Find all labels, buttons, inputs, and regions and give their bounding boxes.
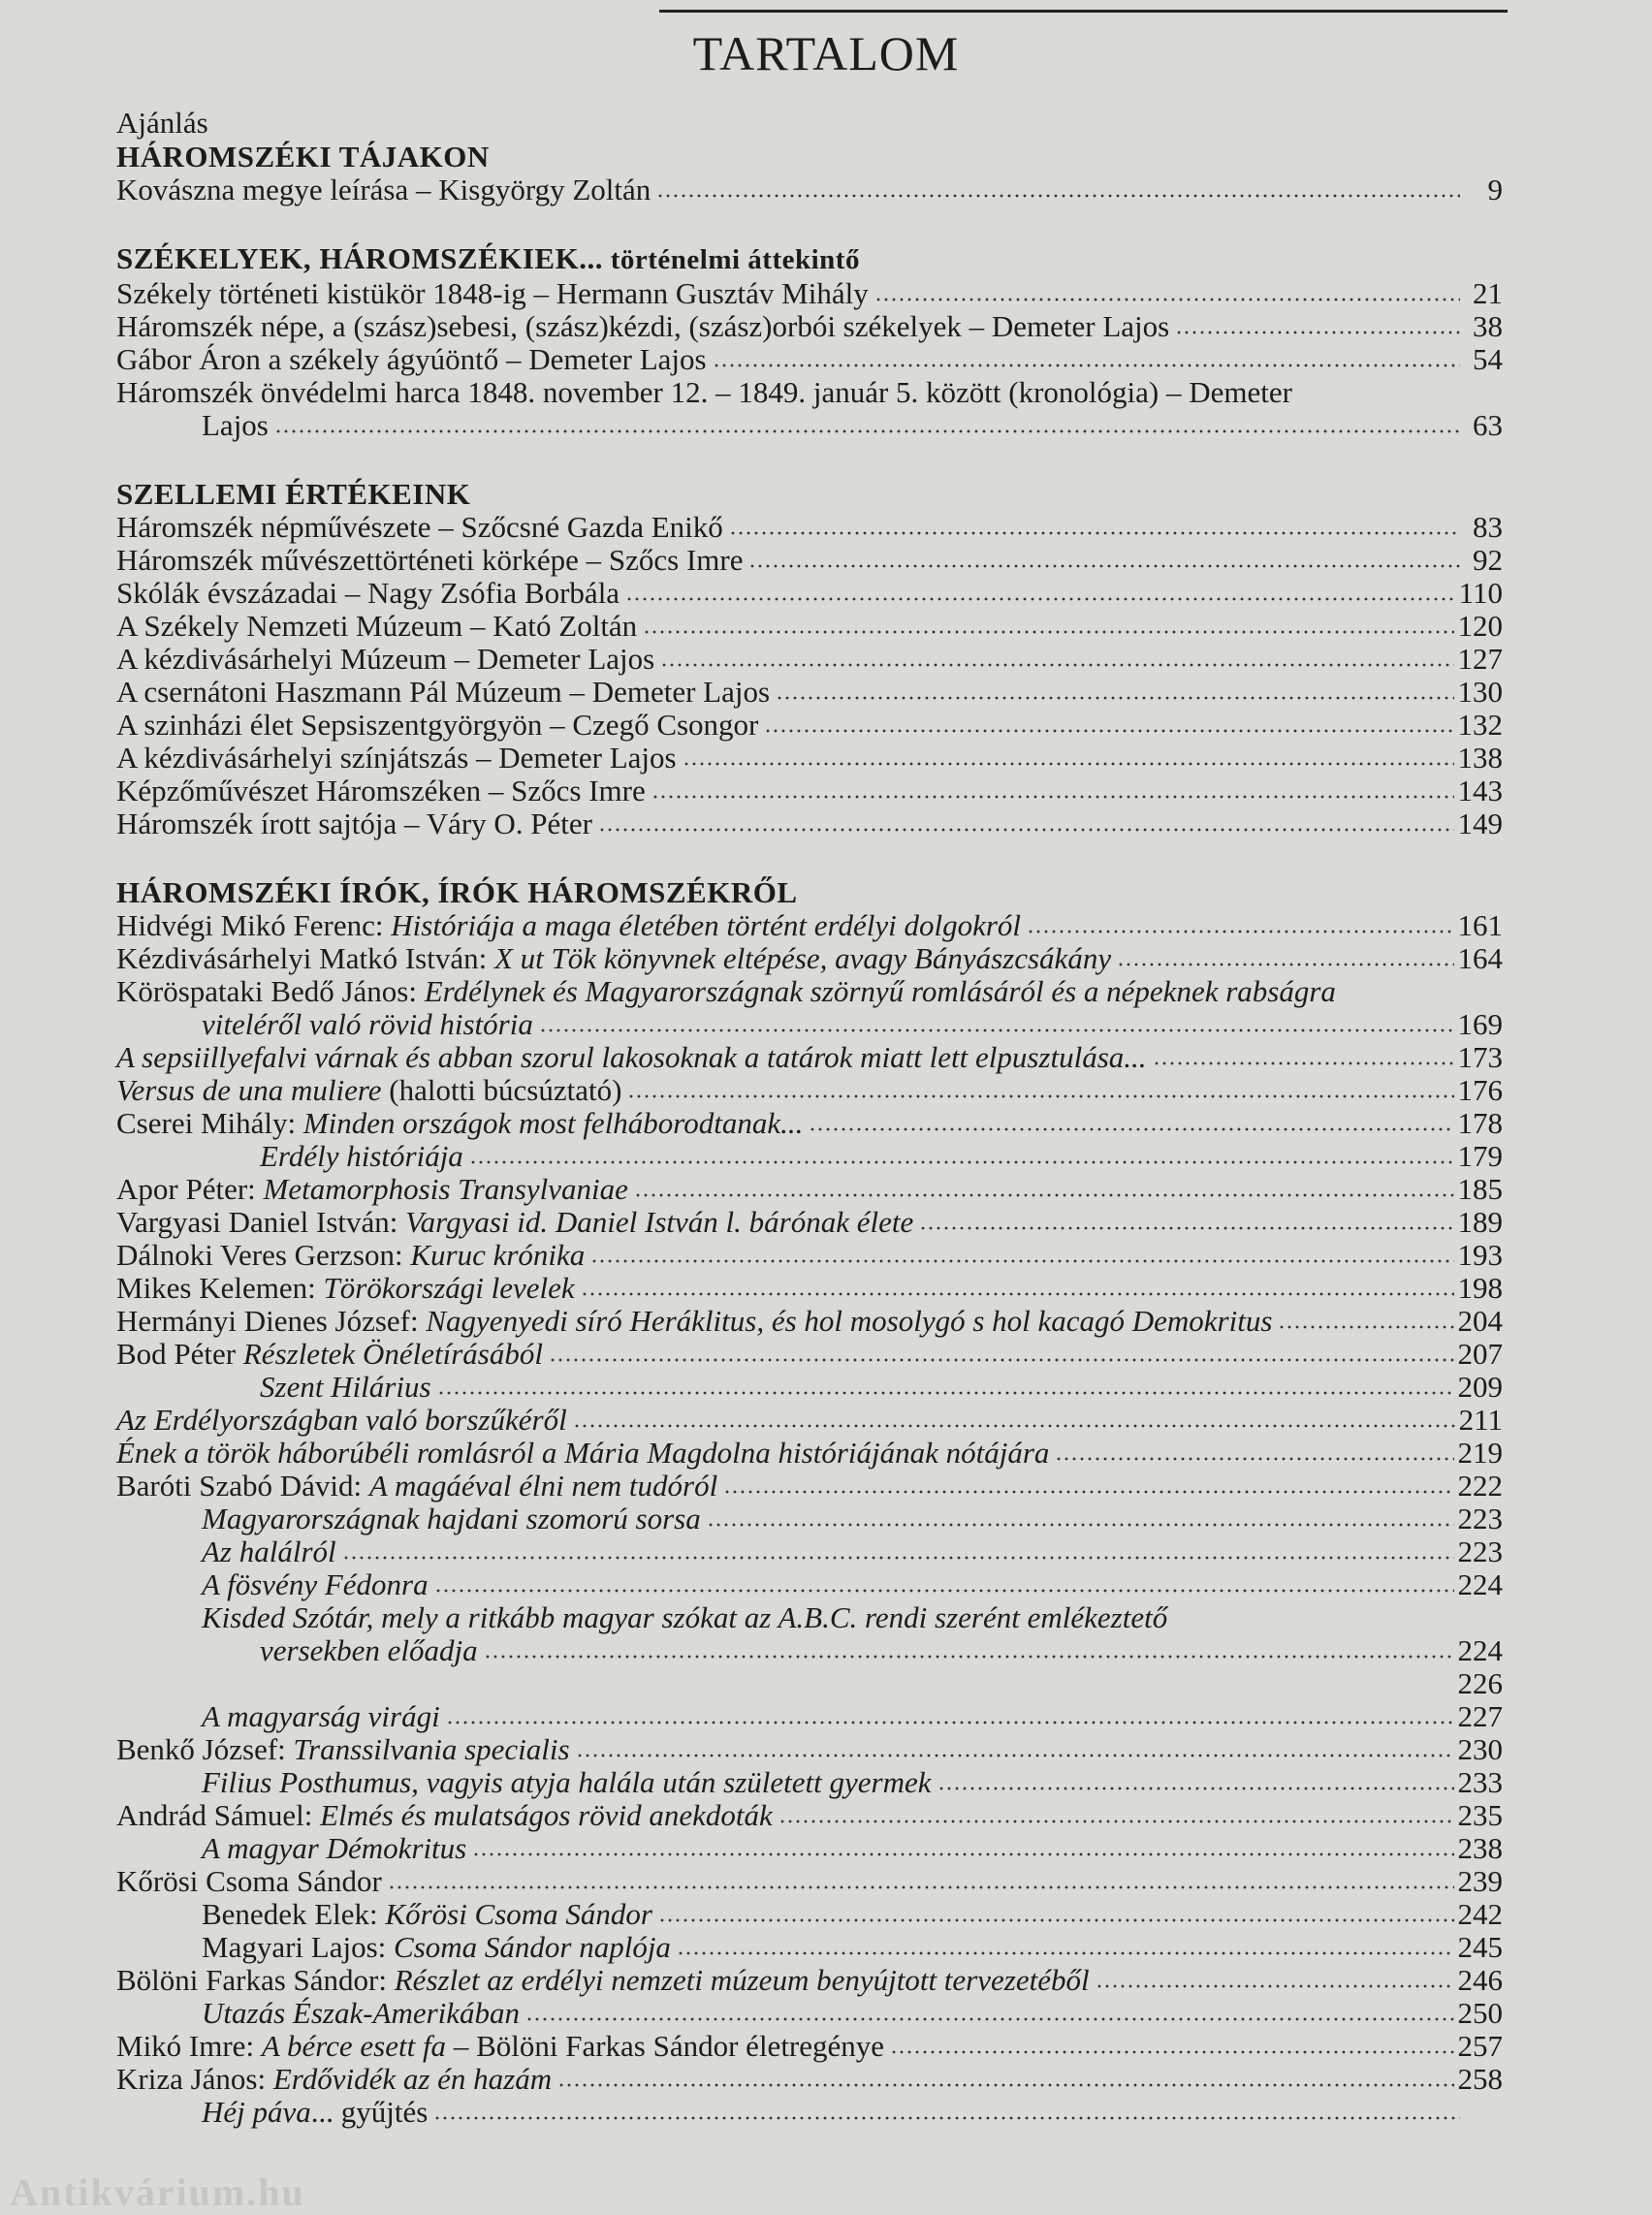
section-heading: SZELLEMI ÉRTÉKEINK	[116, 477, 471, 511]
toc-entry: Székely történeti kistükör 1848-ig – Hermann Gusztáv Mihály 21	[116, 276, 1503, 310]
top-rule	[659, 10, 1508, 13]
toc-entry: Gábor Áron a székely ágyúöntő – Demeter Lajos 54	[116, 342, 1503, 376]
page-number: 211	[1458, 1403, 1503, 1437]
leader-dots	[890, 2049, 1453, 2055]
toc-entry: Kőrösi Csoma Sándor 239	[116, 1864, 1503, 1898]
page-number: 230	[1457, 1732, 1503, 1766]
page-number: 227	[1457, 1699, 1503, 1733]
leader-dots	[809, 1126, 1453, 1132]
page-number: 238	[1457, 1831, 1503, 1865]
leader-dots	[651, 794, 1454, 800]
toc-entry: Háromszék népe, a (szász)sebesi, (szász)kézdi, (szász)orbói székelyek – Demeter Lajos 38	[116, 309, 1503, 343]
toc-entry: Magyari Lajos: Csoma Sándor naplója 245	[202, 1930, 1503, 1964]
leader-dots	[437, 1390, 1454, 1396]
leader-dots	[433, 2115, 1460, 2121]
toc-entry: Kézdivásárhelyi Matkó István: X ut Tök könyvnek eltépése, avagy Bányászcsákány 164	[116, 941, 1503, 975]
leader-dots	[723, 1489, 1453, 1495]
leader-dots	[573, 1423, 1455, 1429]
page-number: 127	[1457, 642, 1503, 676]
page-number: 258	[1457, 2062, 1503, 2096]
leader-dots	[1096, 1983, 1454, 1989]
leader-dots	[937, 1786, 1454, 1791]
page-number: 164	[1457, 941, 1503, 975]
toc-entry: A kézdivásárhelyi színjátszás – Demeter Lajos 138	[116, 741, 1503, 775]
page-number: 178	[1457, 1106, 1503, 1140]
leader-dots	[484, 1654, 1454, 1660]
toc-entry: A fösvény Fédonra 224	[202, 1567, 1503, 1601]
toc-entry: Háromszék művészettörténeti körképe – Szőcs Imre 92	[116, 543, 1503, 577]
toc-entry: A szinházi élet Sepsiszentgyörgyön – Czegő Csongor 132	[116, 708, 1503, 742]
toc-entry: Utazás Észak-Amerikában 250	[202, 1996, 1503, 2030]
page-number: 198	[1457, 1271, 1503, 1305]
toc-entry: A magyar Démokritus 238	[202, 1831, 1503, 1865]
page-number: 223	[1457, 1535, 1503, 1568]
page-number: 92	[1473, 543, 1503, 577]
leader-dots	[525, 2016, 1453, 2022]
toc-entry: Vargyasi Daniel István: Vargyasi id. Daniel István l. bárónak élete 189	[116, 1205, 1503, 1239]
toc-entry: Az halálról 223	[202, 1535, 1503, 1568]
toc-entry-line: Kisded Szótár, mely a ritkább magyar szókat az A.B.C. rendi szerént emlékeztető	[202, 1600, 1168, 1634]
section-heading: HÁROMSZÉKI ÍRÓK, ÍRÓK HÁROMSZÉKRŐL	[116, 875, 798, 909]
toc-entry: Szent Hilárius 209	[260, 1370, 1503, 1404]
leader-dots	[342, 1555, 1454, 1561]
toc-entry: Benkő József: Transsilvania specialis 230	[116, 1732, 1503, 1766]
leader-dots	[434, 1588, 1454, 1594]
page-number: 246	[1457, 1963, 1503, 1997]
toc-page-only	[116, 1667, 1503, 1700]
page-number: 189	[1457, 1205, 1503, 1239]
toc-entry: versekben előadja 224	[260, 1633, 1503, 1667]
leader-dots	[539, 1028, 1454, 1033]
section-heading: SZÉKELYEK, HÁROMSZÉKIEK... történelmi áttekintő	[116, 241, 860, 275]
page-number: 120	[1457, 609, 1503, 643]
page-number: 110	[1458, 576, 1503, 610]
page-number: 132	[1457, 708, 1503, 742]
toc-entry: Ének a török háborúbéli romlásról a Mária Magdolna históriájának nótájára 219	[116, 1436, 1503, 1470]
page-number: 233	[1457, 1765, 1503, 1799]
leader-dots	[658, 1917, 1454, 1923]
toc-entry: Hidvégi Mikó Ferenc: Históriája a maga életében történt erdélyi dolgokról 161	[116, 908, 1503, 942]
toc-entry-ajanlas: Ajánlás	[116, 106, 208, 140]
page-number: 138	[1457, 741, 1503, 775]
toc-entry-line: Háromszék önvédelmi harca 1848. november 12. – 1849. január 5. között (kronológia) – Demeter	[116, 375, 1292, 409]
toc-entry: A magyarság virági 227	[202, 1699, 1503, 1733]
toc-entry: viteléről való rövid história 169	[202, 1007, 1503, 1041]
page-title: TARTALOM	[692, 26, 960, 80]
page-number: 161	[1457, 908, 1503, 942]
toc-entry: Baróti Szabó Dávid: A magáéval élni nem tudóról 222	[116, 1469, 1503, 1503]
leader-dots	[1117, 962, 1453, 967]
leader-dots	[748, 563, 1460, 569]
toc-entry: Mikes Kelemen: Törökországi levelek 198	[116, 1271, 1503, 1305]
page-number: 63	[1473, 408, 1503, 442]
toc-entry: Az Erdélyországban való borszűkéről 211	[116, 1403, 1503, 1437]
page-number: 207	[1457, 1337, 1503, 1371]
toc-entry: Háromszék népművészete – Szőcsné Gazda Enikő 83	[116, 510, 1503, 544]
toc-entry: Kriza János: Erdővidék az én hazám 258	[116, 2062, 1503, 2096]
leader-dots	[557, 2082, 1453, 2088]
toc-entry: A csernátoni Haszmann Pál Múzeum – Demeter Lajos 130	[116, 675, 1503, 709]
leader-dots	[446, 1720, 1454, 1725]
page-number: 9	[1487, 173, 1503, 206]
leader-dots	[581, 1291, 1454, 1297]
leader-dots	[764, 728, 1453, 734]
leader-dots	[874, 297, 1460, 302]
leader-dots	[729, 530, 1460, 536]
leader-dots	[634, 1192, 1454, 1198]
toc-entry: A kézdivásárhelyi Múzeum – Demeter Lajos 127	[116, 642, 1503, 676]
leader-dots	[472, 1851, 1453, 1857]
toc-entry: Filius Posthumus, vagyis atyja halála után született gyermek 233	[202, 1765, 1503, 1799]
leader-dots	[1153, 1060, 1454, 1066]
page-number: 204	[1457, 1304, 1503, 1338]
leader-dots	[1175, 330, 1460, 335]
leader-dots	[598, 827, 1454, 833]
toc-entry: Háromszék írott sajtója – Váry O. Péter 149	[116, 807, 1503, 840]
page-number: 83	[1473, 510, 1503, 544]
page-number: 176	[1457, 1073, 1503, 1107]
leader-dots	[627, 1093, 1453, 1099]
watermark: Antikvárium.hu	[10, 2170, 305, 2214]
toc-entry-line: Köröspataki Bedő János: Erdélynek és Magyarországnak szörnyű romlásáról és a népeknek rabságra	[116, 974, 1336, 1008]
toc-entry: A Székely Nemzeti Múzeum – Kató Zoltán 120	[116, 609, 1503, 643]
toc-entry: Kovászna megye leírása – Kisgyörgy Zoltán 9	[116, 173, 1503, 206]
page-number: 143	[1457, 774, 1503, 807]
toc-entry: Cserei Mihály: Minden országok most felháborodtanak... 178	[116, 1106, 1503, 1140]
leader-dots	[274, 428, 1460, 434]
page-number: 235	[1457, 1798, 1503, 1832]
page-number: 224	[1457, 1567, 1503, 1601]
leader-dots	[1055, 1456, 1453, 1462]
toc-entry: Benedek Elek: Kőrösi Csoma Sándor 242	[202, 1897, 1503, 1931]
leader-dots	[776, 695, 1453, 701]
page-number: 185	[1457, 1172, 1503, 1206]
leader-dots	[660, 662, 1453, 668]
leader-dots	[388, 1884, 1454, 1890]
page-number: 209	[1457, 1370, 1503, 1404]
page-number: 54	[1473, 342, 1503, 376]
page-number: 179	[1457, 1139, 1503, 1173]
page-number: 239	[1457, 1864, 1503, 1898]
toc-entry: Andrád Sámuel: Elmés és mulatságos rövid anekdoták 235	[116, 1798, 1503, 1832]
toc-entry: Bod Péter Részletek Önéletírásából 207	[116, 1337, 1503, 1371]
toc-entry: Magyarországnak hajdani szomorú sorsa 223	[202, 1502, 1503, 1535]
page-number: 222	[1457, 1469, 1503, 1503]
table-of-contents	[116, 107, 1503, 2129]
page-number: 242	[1457, 1897, 1503, 1931]
toc-entry: Dálnoki Veres Gerzson: Kuruc krónika 193	[116, 1238, 1503, 1272]
page-number: 257	[1457, 2029, 1503, 2063]
leader-dots	[549, 1357, 1454, 1363]
page-number: 193	[1457, 1238, 1503, 1272]
leader-dots	[713, 363, 1460, 368]
leader-dots	[576, 1753, 1454, 1758]
leader-dots	[590, 1258, 1453, 1264]
toc-entry: A sepsiillyefalvi várnak és abban szorul lakosoknak a tatárok miatt lett elpusztulása... 173	[116, 1040, 1503, 1074]
toc-entry: Erdély históriája 179	[260, 1139, 1503, 1173]
leader-dots	[643, 629, 1453, 635]
toc-entry: Versus de una muliere (halotti búcsúztató) 176	[116, 1073, 1503, 1107]
page-number: 223	[1457, 1502, 1503, 1535]
leader-dots	[677, 1950, 1454, 1956]
leader-dots	[1278, 1324, 1453, 1330]
leader-dots	[919, 1225, 1453, 1231]
toc-entry: Lajos 63	[202, 408, 1503, 442]
toc-entry: Apor Péter: Metamorphosis Transylvaniae 185	[116, 1172, 1503, 1206]
leader-dots	[625, 596, 1455, 602]
leader-dots	[778, 1819, 1454, 1824]
toc-entry: Mikó Imre: A bérce esett fa – Bölöni Farkas Sándor életregénye 257	[116, 2029, 1503, 2063]
page-number: 245	[1457, 1930, 1503, 1964]
page-number: 250	[1457, 1996, 1503, 2030]
toc-entry: Héj páva... gyűjtés	[116, 2096, 1503, 2129]
page-number: 219	[1457, 1436, 1503, 1470]
page-number: 38	[1473, 309, 1503, 343]
page-number: 224	[1457, 1633, 1503, 1667]
leader-dots	[1027, 929, 1453, 934]
toc-entry: Bölöni Farkas Sándor: Részlet az erdélyi nemzeti múzeum benyújtott tervezetéből 246	[116, 1963, 1503, 1997]
leader-dots	[656, 193, 1460, 199]
toc-entry: Skólák évszázadai – Nagy Zsófia Borbála 110	[116, 576, 1503, 610]
page-number: 173	[1457, 1040, 1503, 1074]
toc-entry: Hermányi Dienes József: Nagyenyedi síró Heráklitus, és hol mosolygó s hol kacagó Demokritus 204	[116, 1304, 1503, 1338]
leader-dots	[707, 1522, 1454, 1528]
page-number: 226	[1457, 1666, 1503, 1700]
page-number: 21	[1473, 276, 1503, 310]
leader-dots	[469, 1159, 1454, 1165]
toc-entry: Képzőművészet Háromszéken – Szőcs Imre 143	[116, 774, 1503, 807]
leader-dots	[683, 761, 1454, 767]
page-number: 169	[1457, 1007, 1503, 1041]
page-number: 130	[1457, 675, 1503, 709]
section-heading: HÁROMSZÉKI TÁJAKON	[116, 140, 490, 174]
page-number: 149	[1457, 807, 1503, 840]
